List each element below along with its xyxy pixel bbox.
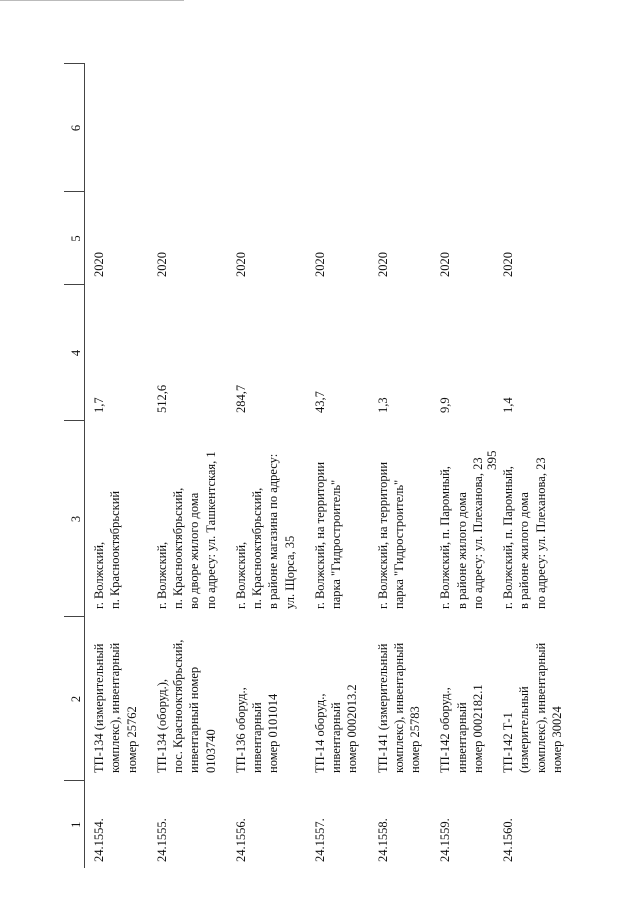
column-header-5: 5 [64,192,85,285]
cell-line: пос. Краснооктябрьский, [171,639,185,773]
cell-line: г. Волжский, на территории [312,461,327,609]
table-row [431,64,494,868]
cell-line: парка "Гидростроитель" [329,479,343,609]
value-cell: 284,7 [233,384,248,413]
cell-line: г. Волжский, [233,541,248,609]
year-cell: 2020 [501,252,515,277]
cell-line: ТП-14 оборуд., инвентарный [312,693,343,773]
cell-line: номер 0002182.1 [470,684,485,773]
table-header-row [64,64,85,868]
cell-line: парка "Гидростроитель" [391,479,406,609]
table-row [85,64,148,868]
table-row [494,64,573,868]
top-edge-line [0,0,184,1]
column-header-4: 4 [64,285,85,421]
cell-line: номер 25762 [124,706,139,773]
object-name-cell [148,617,227,781]
cell-line: номер 0101014 [266,693,281,773]
address-cell [494,421,573,617]
year-cell: 2020 [375,252,390,277]
column-header-1: 1 [64,781,85,868]
row-id-cell: 24.1556. [233,818,248,862]
value-cell: 512,6 [154,384,169,413]
note-cell [306,64,369,192]
cell-line: ул. Щорса, 35 [282,535,297,609]
cell-line: п. Краснооктябрьский, [250,487,264,609]
value-cell: 43,7 [312,391,327,413]
note-cell [227,64,306,192]
cell-line: в районе жилого дома [454,492,469,609]
note-cell [494,64,573,192]
value-cell: 1,7 [92,397,106,413]
cell-line: во дворе жилого дома [187,492,202,609]
year-cell: 2020 [312,252,327,277]
table-row [369,64,432,868]
address-cell [148,421,227,617]
note-cell [431,64,494,192]
value-cell: 1,4 [501,397,515,413]
note-cell [85,64,148,192]
cell-line: ТП-134 (оборуд.), [154,678,169,773]
address-cell [85,421,148,617]
row-id-cell: 24.1557. [312,818,327,862]
row-id-cell: 24.1555. [154,818,169,862]
address-cell [369,421,432,617]
cell-line: номер 25783 [408,706,422,773]
note-cell [369,64,432,192]
cell-line: г. Волжский, п. Паромный, [501,466,515,609]
year-cell: 2020 [154,252,169,277]
table-row [148,64,227,868]
cell-line: г. Волжский, [92,541,106,609]
cell-line: номер 30024 [549,706,564,773]
cell-line: комплекс), инвентарный [533,642,548,773]
object-name-cell [431,617,494,781]
note-cell [148,64,227,192]
value-cell: 1,3 [375,397,390,413]
cell-line: по адресу: ул. Ташкентская, 1 [203,451,218,609]
cell-line: номер 0002013.2 [345,684,360,773]
cell-line: ТП-142 Т-1 (измерительный [501,686,532,773]
row-id-cell: 24.1559. [438,818,453,862]
rotated-table-wrapper [64,64,610,868]
column-header-2: 2 [64,617,85,781]
object-name-cell [227,617,306,781]
cell-line: в районе жилого дома [517,492,532,609]
table-row [306,64,369,868]
row-id-cell: 24.1560. [501,818,515,862]
cell-line: комплекс), инвентарный [391,642,406,773]
address-cell [306,421,369,617]
column-header-6: 6 [64,64,85,192]
year-cell: 2020 [438,252,453,277]
table-row [227,64,306,868]
cell-line: г. Волжский, [154,541,169,609]
row-id-cell: 24.1554. [92,818,106,862]
cell-line: ТП-141 (измерительный [375,643,390,773]
cell-line: комплекс), инвентарный [108,642,123,773]
cell-line: ТП-136 оборуд., инвентарный [233,687,264,773]
cell-line: п. Краснооктябрьский [108,490,123,609]
value-cell: 9,9 [438,397,453,413]
cell-line: г. Волжский, п. Паромный, [438,466,453,609]
year-cell: 2020 [233,252,248,277]
address-cell [227,421,306,617]
cell-line: п. Краснооктябрьский, [171,487,185,609]
cell-line: ТП-134 (измерительный [92,643,106,773]
column-header-3: 3 [64,421,85,617]
cell-line: по адресу: ул. Плеханова, 23 [470,457,485,609]
page-number: 395 [484,450,499,470]
object-name-cell [494,617,573,781]
cell-line: в районе магазина по адресу: [266,453,281,609]
object-name-cell [85,617,148,781]
year-cell: 2020 [92,252,106,277]
registry-table [64,64,573,869]
address-cell [431,421,494,617]
cell-line: г. Волжский, на территории [375,461,390,609]
row-id-cell: 24.1558. [375,818,390,862]
object-name-cell [369,617,432,781]
cell-line: инвентарный номер 0103740 [187,666,218,773]
cell-line: по адресу: ул. Плеханова, 23 [533,457,548,609]
object-name-cell [306,617,369,781]
cell-line: ТП-142 оборуд., инвентарный [438,687,469,773]
